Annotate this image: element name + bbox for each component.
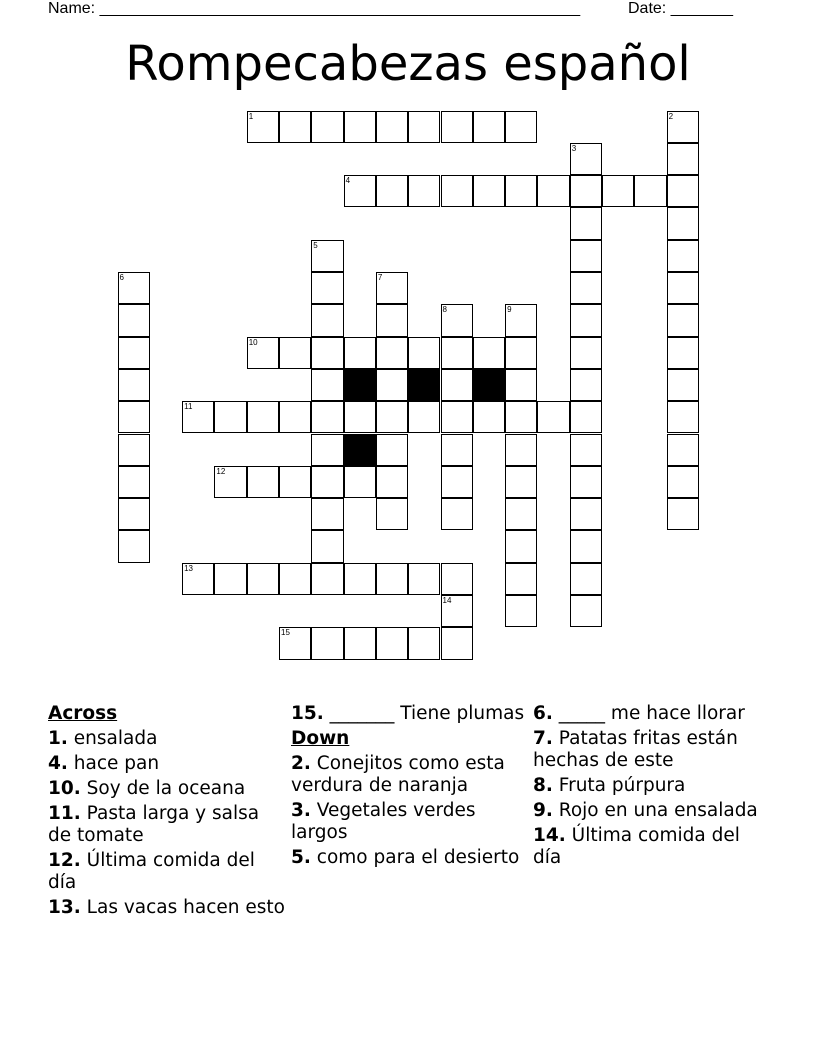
crossword-black-cell	[344, 369, 376, 401]
cell-number: 9	[507, 305, 512, 315]
crossword-cell[interactable]	[570, 369, 602, 401]
crossword-cell[interactable]	[247, 337, 279, 369]
crossword-cell[interactable]	[376, 369, 408, 401]
crossword-cell[interactable]	[118, 272, 150, 304]
crossword-black-cell	[344, 434, 376, 466]
clue-column-3	[533, 703, 771, 872]
crossword-cell[interactable]	[441, 466, 473, 498]
crossword-cell[interactable]	[570, 530, 602, 562]
clue-column-2	[291, 703, 529, 872]
clue-down-14: 14. Última comida del día	[533, 825, 740, 868]
clue-down-5: 5. como para el desierto	[291, 847, 520, 868]
clue-down-2: 2. Conejitos como esta verdura de naranja	[291, 753, 505, 796]
crossword-cell[interactable]	[311, 498, 343, 530]
crossword-cell[interactable]	[279, 563, 311, 595]
crossword-cell[interactable]	[505, 530, 537, 562]
cell-number: 13	[184, 563, 193, 573]
crossword-cell[interactable]	[441, 498, 473, 530]
crossword-cell[interactable]	[570, 175, 602, 207]
cell-number: 4	[345, 176, 351, 186]
crossword-cell[interactable]	[505, 304, 537, 336]
clue-across-1: 1. ensalada	[48, 728, 158, 749]
crossword-cell[interactable]	[408, 563, 440, 595]
crossword-cell[interactable]	[311, 530, 343, 562]
crossword-cell[interactable]	[247, 111, 279, 143]
crossword-cell[interactable]	[441, 401, 473, 433]
crossword-cell[interactable]	[311, 627, 343, 659]
crossword-cell[interactable]	[667, 401, 699, 433]
crossword-cell[interactable]	[473, 337, 505, 369]
crossword-cell[interactable]	[634, 175, 666, 207]
crossword-cell[interactable]	[505, 498, 537, 530]
cell-number: 6	[119, 273, 124, 282]
crossword-cell[interactable]	[473, 111, 505, 143]
crossword-cell[interactable]	[441, 175, 473, 207]
crossword-cell[interactable]	[118, 530, 150, 562]
crossword-cell[interactable]	[311, 466, 343, 498]
crossword-cell[interactable]	[376, 175, 408, 207]
crossword-black-cell	[408, 369, 440, 401]
crossword-cell[interactable]	[441, 595, 473, 627]
crossword-cell[interactable]	[182, 563, 214, 595]
crossword-cell[interactable]	[570, 466, 602, 498]
crossword-cell[interactable]	[344, 401, 376, 433]
crossword-cell[interactable]	[214, 401, 246, 433]
clue-across-10: 10. Soy de la oceana	[48, 778, 246, 799]
crossword-cell[interactable]	[376, 111, 408, 143]
crossword-cell[interactable]	[667, 304, 699, 336]
clue-column-1	[48, 703, 286, 922]
crossword-cell[interactable]	[311, 304, 343, 336]
crossword-cell[interactable]	[441, 563, 473, 595]
crossword-cell[interactable]	[182, 401, 214, 433]
crossword-cell[interactable]	[311, 563, 343, 595]
crossword-cell[interactable]	[667, 207, 699, 239]
crossword-cell[interactable]	[408, 627, 440, 659]
clue-down-8: 8. Fruta púrpura	[533, 775, 686, 796]
crossword-cell[interactable]	[279, 466, 311, 498]
crossword-cell[interactable]	[311, 272, 343, 304]
crossword-cell[interactable]	[311, 401, 343, 433]
crossword-cell[interactable]	[667, 369, 699, 401]
crossword-cell[interactable]	[344, 175, 376, 207]
clue-across-4: 4. hace pan	[48, 753, 160, 774]
crossword-cell[interactable]	[441, 337, 473, 369]
crossword-cell[interactable]	[667, 111, 699, 143]
crossword-cell[interactable]	[505, 563, 537, 595]
crossword-cell[interactable]	[279, 337, 311, 369]
crossword-cell[interactable]	[570, 143, 602, 175]
crossword-cell[interactable]	[505, 175, 537, 207]
crossword-cell[interactable]	[247, 563, 279, 595]
crossword-cell[interactable]	[118, 337, 150, 369]
crossword-cell[interactable]	[570, 207, 602, 239]
crossword-cell[interactable]	[441, 111, 473, 143]
crossword-cell[interactable]	[376, 304, 408, 336]
crossword-cell[interactable]	[408, 175, 440, 207]
crossword-cell[interactable]	[570, 304, 602, 336]
cell-number: 1	[248, 111, 254, 121]
crossword-cell[interactable]	[279, 401, 311, 433]
crossword-cell[interactable]	[441, 369, 473, 401]
clue-across-13: 13. Las vacas hacen esto	[48, 897, 285, 918]
cell-number: 14	[442, 596, 452, 605]
crossword-cell[interactable]	[570, 272, 602, 304]
cell-number: 11	[184, 402, 193, 412]
cell-number: 15	[281, 628, 290, 638]
crossword-cell[interactable]	[311, 240, 343, 272]
crossword-cell[interactable]	[667, 337, 699, 369]
crossword-cell[interactable]	[344, 466, 376, 498]
crossword-cell[interactable]	[344, 111, 376, 143]
crossword-cell[interactable]	[118, 369, 150, 401]
crossword-cell[interactable]	[570, 595, 602, 627]
clue-across-12: 12. Última comida del día	[48, 850, 255, 893]
crossword-cell[interactable]	[311, 111, 343, 143]
crossword-cell[interactable]	[214, 563, 246, 595]
crossword-cell[interactable]	[473, 401, 505, 433]
crossword-cell[interactable]	[279, 111, 311, 143]
crossword-cell[interactable]	[214, 466, 246, 498]
crossword-cell[interactable]	[408, 401, 440, 433]
cell-number: 12	[216, 466, 226, 476]
crossword-cell[interactable]	[344, 337, 376, 369]
crossword-cell[interactable]	[570, 240, 602, 272]
crossword-cell[interactable]	[118, 401, 150, 433]
clue-down-9: 9. Rojo en una ensalada	[533, 800, 758, 821]
crossword-cell[interactable]	[537, 401, 569, 433]
crossword-cell[interactable]	[505, 337, 537, 369]
crossword-cell[interactable]	[118, 466, 150, 498]
clue-down-6: 6. _____ me hace llorar	[533, 703, 745, 724]
crossword-cell[interactable]	[247, 401, 279, 433]
crossword-cell[interactable]	[247, 466, 279, 498]
crossword-cell[interactable]	[473, 175, 505, 207]
clue-down-3: 3. Vegetales verdes largos	[291, 800, 476, 843]
crossword-cell[interactable]	[344, 627, 376, 659]
crossword-cell[interactable]	[118, 304, 150, 336]
date-line[interactable]: Date: _______	[628, 0, 733, 17]
crossword-cell[interactable]	[311, 434, 343, 466]
crossword-cell[interactable]	[667, 272, 699, 304]
crossword-cell[interactable]	[505, 369, 537, 401]
crossword-cell[interactable]	[505, 434, 537, 466]
crossword-cell[interactable]	[667, 466, 699, 498]
crossword-cell[interactable]	[311, 369, 343, 401]
crossword-cell[interactable]	[602, 175, 634, 207]
crossword-cell[interactable]	[505, 595, 537, 627]
crossword-cell[interactable]	[376, 563, 408, 595]
cell-number: 5	[313, 240, 318, 250]
crossword-cell[interactable]	[570, 434, 602, 466]
crossword-cell[interactable]	[118, 498, 150, 530]
across-heading: Across	[48, 703, 118, 724]
crossword-cell[interactable]	[505, 466, 537, 498]
crossword-cell[interactable]	[408, 337, 440, 369]
crossword-cell[interactable]	[311, 337, 343, 369]
crossword-cell[interactable]	[667, 175, 699, 207]
crossword-cell[interactable]	[441, 434, 473, 466]
crossword-cell[interactable]	[376, 498, 408, 530]
crossword-cell[interactable]	[667, 498, 699, 530]
crossword-cell[interactable]	[376, 272, 408, 304]
cell-number: 3	[571, 143, 577, 153]
crossword-cell[interactable]	[376, 401, 408, 433]
crossword-cell[interactable]	[408, 111, 440, 143]
crossword-cell[interactable]	[441, 627, 473, 659]
crossword-cell[interactable]	[570, 401, 602, 433]
crossword-cell[interactable]	[344, 563, 376, 595]
crossword-cell[interactable]	[118, 434, 150, 466]
crossword-cell[interactable]	[667, 143, 699, 175]
cell-number: 2	[668, 111, 674, 121]
crossword-black-cell	[473, 369, 505, 401]
crossword-cell[interactable]	[376, 337, 408, 369]
down-heading: Down	[291, 728, 350, 749]
crossword-cell[interactable]	[505, 111, 537, 143]
cell-number: 8	[442, 305, 447, 315]
crossword-cell[interactable]	[667, 434, 699, 466]
crossword-cell[interactable]	[279, 627, 311, 659]
clue-down-7: 7. Patatas fritas están hechas de este	[533, 728, 738, 771]
cell-number: 10	[248, 337, 258, 347]
page-title: Rompecabezas español	[125, 36, 691, 92]
crossword-cell[interactable]	[505, 401, 537, 433]
cell-number: 7	[377, 273, 383, 282]
crossword-cell[interactable]	[376, 466, 408, 498]
crossword-cell[interactable]	[376, 627, 408, 659]
crossword-cell[interactable]	[441, 304, 473, 336]
name-line[interactable]: Name: ______________________________________________________	[48, 0, 581, 17]
clue-across-15: 15. _______ Tiene plumas	[291, 703, 525, 724]
crossword-cell[interactable]	[667, 240, 699, 272]
clue-across-11: 11. Pasta larga y salsa de tomate	[48, 803, 260, 846]
crossword-cell[interactable]	[570, 498, 602, 530]
crossword-cell[interactable]	[376, 434, 408, 466]
crossword-cell[interactable]	[570, 337, 602, 369]
crossword-cell[interactable]	[537, 175, 569, 207]
crossword-cell[interactable]	[570, 563, 602, 595]
